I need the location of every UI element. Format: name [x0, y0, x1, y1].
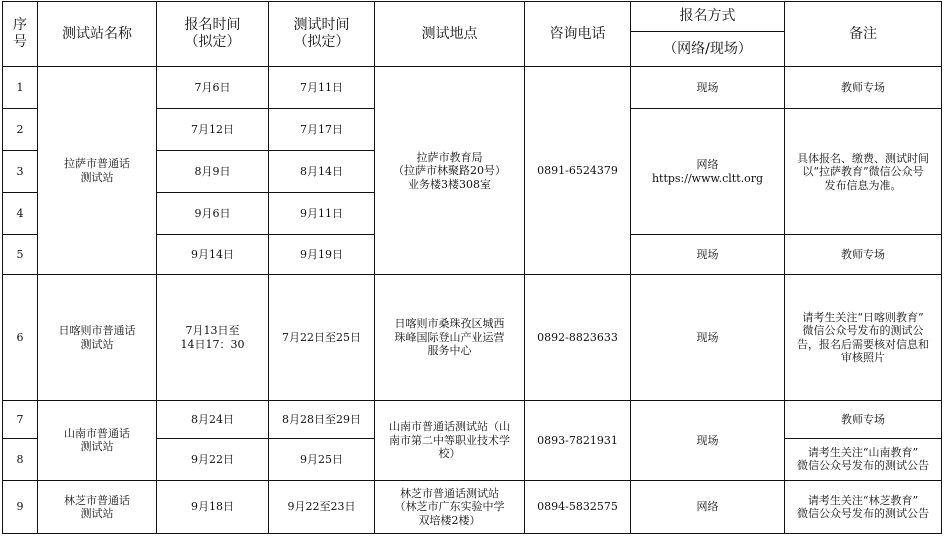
location-shannan: 山南市普通话测试站（山 南市第二中等职业技术学 校）: [375, 400, 525, 480]
header-station: 测试站名称: [38, 2, 157, 67]
header-test-time: 测试时间 （拟定）: [269, 2, 375, 67]
method-shigatse: 现场: [631, 275, 785, 400]
note-shigatse: 请考生关注“日喀则教育” 微信公众号发布的测试公 告，报名后需要核对信息和 审核照片: [785, 275, 942, 400]
note-shannan-teacher: 教师专场: [785, 400, 942, 438]
reg-time: 8月24日: [157, 400, 269, 438]
method-lhasa-onsite-2: 现场: [631, 235, 785, 275]
table-row: [3, 275, 942, 400]
station-shigatse: 日喀则市普通话 测试站: [38, 275, 157, 400]
reg-time: 7月6日: [157, 67, 269, 109]
reg-time: 7月13日至 14日17：30: [157, 275, 269, 400]
row-seq: 5: [3, 235, 38, 275]
location-shigatse: 日喀则市桑珠孜区城西 珠峰国际登山产业运营 服务中心: [375, 275, 525, 400]
note-lhasa-teacher-2: 教师专场: [785, 235, 942, 275]
station-nyingchi: 林芝市普通话 测试站: [38, 480, 157, 533]
method-nyingchi: 网络: [631, 480, 785, 533]
station-shannan: 山南市普通话 测试站: [38, 400, 157, 480]
method-lhasa-onsite-1: 现场: [631, 67, 785, 109]
test-time: 7月17日: [269, 109, 375, 151]
location-nyingchi: 林芝市普通话测试站 （林芝市广东实验中学 双培楼2楼）: [375, 480, 525, 533]
reg-time: 7月12日: [157, 109, 269, 151]
row-seq: 9: [3, 480, 38, 533]
exam-schedule-table: [2, 1, 942, 534]
test-time: 9月25日: [269, 438, 375, 480]
station-lhasa: 拉萨市普通话 测试站: [38, 67, 157, 275]
reg-time: 9月14日: [157, 235, 269, 275]
table-row: [3, 480, 942, 533]
header-reg-time: 报名时间 （拟定）: [157, 2, 269, 67]
note-shannan-general: 请考生关注“山南教育” 微信公众号发布的测试公告: [785, 438, 942, 480]
note-lhasa-teacher-1: 教师专场: [785, 67, 942, 109]
test-time: 8月14日: [269, 151, 375, 193]
row-seq: 2: [3, 109, 38, 151]
header-reg-method: 报名方式: [631, 2, 785, 32]
phone-shigatse: 0892-8823633: [525, 275, 631, 400]
test-time: 9月19日: [269, 235, 375, 275]
header-reg-method-sub: （网络/现场）: [631, 32, 785, 67]
test-time: 7月22日至25日: [269, 275, 375, 400]
test-time: 9月22至23日: [269, 480, 375, 533]
phone-shannan: 0893-7821931: [525, 400, 631, 480]
test-time: 7月11日: [269, 67, 375, 109]
reg-time: 9月6日: [157, 193, 269, 235]
table-row: [3, 67, 942, 109]
header-notes: 备注: [785, 2, 942, 67]
note-lhasa-general: 具体报名、缴费、测试时间 以“拉萨教育”微信公众号 发布信息为准。: [785, 109, 942, 235]
row-seq: 1: [3, 67, 38, 109]
row-seq: 4: [3, 193, 38, 235]
method-lhasa-online: 网络 https://www.cltt.org: [631, 109, 785, 235]
location-lhasa: 拉萨市教育局 （拉萨市林聚路20号） 业务楼3楼308室: [375, 67, 525, 275]
reg-time: 9月18日: [157, 480, 269, 533]
method-shannan: 现场: [631, 400, 785, 480]
header-seq: 序号: [3, 2, 38, 67]
header-location: 测试地点: [375, 2, 525, 67]
table-row: [3, 400, 942, 438]
row-seq: 6: [3, 275, 38, 400]
test-time: 9月11日: [269, 193, 375, 235]
row-seq: 3: [3, 151, 38, 193]
phone-nyingchi: 0894-5832575: [525, 480, 631, 533]
reg-time: 8月9日: [157, 151, 269, 193]
reg-time: 9月22日: [157, 438, 269, 480]
row-seq: 7: [3, 400, 38, 438]
row-seq: 8: [3, 438, 38, 480]
header-phone: 咨询电话: [525, 2, 631, 67]
test-time: 8月28日至29日: [269, 400, 375, 438]
phone-lhasa: 0891-6524379: [525, 67, 631, 275]
note-nyingchi: 请考生关注“林芝教育” 微信公众号发布的测试公告: [785, 480, 942, 533]
